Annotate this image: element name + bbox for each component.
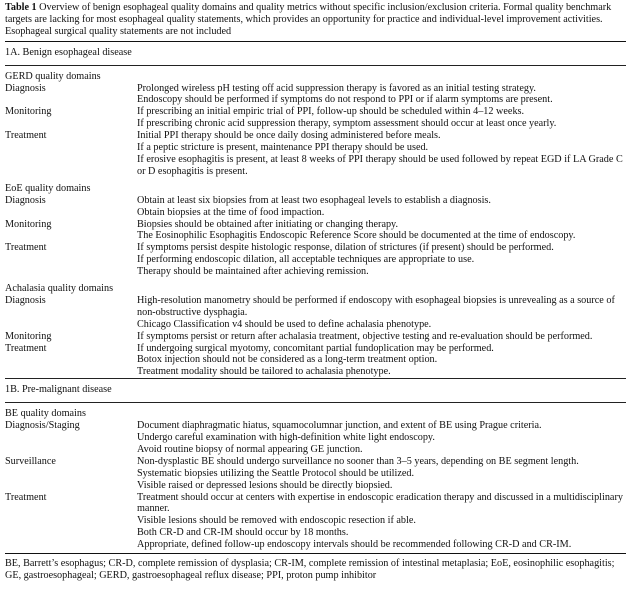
statement: If undergoing surgical myotomy, concomitant partial fundoplication may be performed. xyxy=(137,342,494,354)
row-category: Diagnosis xyxy=(5,294,46,306)
statement: Botox injection should not be considered as a long-term treatment option. xyxy=(137,354,438,366)
row-statements xyxy=(137,195,626,219)
row-category: Diagnosis xyxy=(5,82,46,94)
statement: Systematic biopsies utilizing the Seattle Protocol should be utilized. xyxy=(137,467,415,479)
row-statements xyxy=(137,242,626,278)
table-row xyxy=(5,83,626,107)
statement: If prescribing chronic acid suppression therapy, symptom assessment should occur at least once yearly. xyxy=(137,118,557,130)
group-title: GERD quality domains xyxy=(5,70,101,82)
table-row xyxy=(5,242,626,278)
row-statements xyxy=(137,331,626,343)
statement: Avoid routine biopsy of normal appearing GE junction. xyxy=(137,443,363,455)
statement: Document diaphragmatic hiatus, squamocolumnar junction, and extent of BE using Prague criteria. xyxy=(137,420,542,432)
row-category: Treatment xyxy=(5,130,47,142)
caption-label: Table 1 xyxy=(5,2,37,13)
row-statements xyxy=(137,456,626,492)
row-statements xyxy=(137,106,626,130)
statement: Treatment modality should be tailored to achalasia phenotype. xyxy=(137,366,391,378)
table-row xyxy=(5,295,626,331)
statement: Prolonged wireless pH testing off acid suppression therapy is favored as an initial testing strategy. xyxy=(137,82,536,94)
table-caption xyxy=(5,2,626,38)
row-category: Surveillance xyxy=(5,455,56,467)
row-statements xyxy=(137,219,626,243)
section-benign-body xyxy=(5,66,626,379)
statement: Visible raised or depressed lesions should be directly biopsied. xyxy=(137,479,393,491)
row-category: Treatment xyxy=(5,242,47,254)
statement: If a peptic stricture is present, maintenance PPI therapy should be used. xyxy=(137,142,429,154)
table-row xyxy=(5,456,626,492)
row-category: Monitoring xyxy=(5,330,52,342)
statement: Non-dysplastic BE should undergo surveillance no sooner than 3–5 years, depending on BE segment length. xyxy=(137,455,579,467)
table-row xyxy=(5,492,626,552)
caption-text: Overview of benign esophageal quality domains and quality metrics without specific inclusion/exclusion criteria. Formal quality benchmark targets are lacking for most esophageal quality statements, which provides an opportunity for practice and individual-level improvement activities. Esophageal surgical quality statements are not included xyxy=(5,2,612,37)
statement: If performing endoscopic dilation, all acceptable techniques are appropriate to use. xyxy=(137,254,475,266)
row-statements xyxy=(137,420,626,456)
row-category: Diagnosis/Staging xyxy=(5,420,80,432)
section-title-benign: 1A. Benign esophageal disease xyxy=(5,46,132,58)
section-premalignant-body xyxy=(5,403,626,551)
row-category: Diagnosis xyxy=(5,194,46,206)
statement: High-resolution manometry should be performed if endoscopy with esophageal biopsies is unrevealing as a source of non-obstructive dysphagia. xyxy=(137,294,615,318)
statement: Biopsies should be obtained after initiating or changing therapy. xyxy=(137,218,399,230)
table-footnote: BE, Barrett’s esophagus; CR-D, complete remission of dysplasia; CR-IM, complete remission of intestinal metaplasia; EoE, eosinophilic esophagitis; GE, gastroesophageal; GERD, gastroesophageal reflux disease; PPI, proton pump inhibitor xyxy=(5,558,615,581)
statement: Initial PPI therapy should be once daily dosing administered before meals. xyxy=(137,130,441,142)
row-category: Monitoring xyxy=(5,218,52,230)
table-row xyxy=(5,331,626,343)
group-title: Achalasia quality domains xyxy=(5,283,114,295)
statement: Appropriate, defined follow-up endoscopy intervals should be recommended following CR-D and CR-IM. xyxy=(137,539,572,551)
statement: Therapy should be maintained after achieving remission. xyxy=(137,266,369,278)
row-category: Treatment xyxy=(5,342,47,354)
statement: If symptoms persist or return after achalasia treatment, objective testing and re-evaluation should be performed. xyxy=(137,330,593,342)
row-category: Treatment xyxy=(5,491,47,503)
statement: Visible lesions should be removed with endoscopic resection if able. xyxy=(137,515,416,527)
table-row xyxy=(5,420,626,456)
row-statements xyxy=(137,492,626,552)
statement: The Eosinophilic Esophagitis Endoscopic Reference Score should be documented at the time of endoscopy. xyxy=(137,230,576,242)
group-title: EoE quality domains xyxy=(5,182,91,194)
statement: Obtain at least six biopsies from at least two esophageal levels to establish a diagnosis. xyxy=(137,194,491,206)
section-title-premalignant: 1B. Pre-malignant disease xyxy=(5,384,112,396)
row-statements xyxy=(137,83,626,107)
table-row xyxy=(5,106,626,130)
row-statements xyxy=(137,130,626,178)
table-row xyxy=(5,130,626,178)
statement: Obtain biopsies at the time of food impaction. xyxy=(137,206,325,218)
statement: Both CR-D and CR-IM should occur by 18 months. xyxy=(137,527,349,539)
statement: Chicago Classification v4 should be used to define achalasia phenotype. xyxy=(137,318,432,330)
statement: If symptoms persist despite histologic response, dilation of strictures (if present) should be performed. xyxy=(137,242,554,254)
row-category: Monitoring xyxy=(5,106,52,118)
statement: Treatment should occur at centers with expertise in endoscopic eradication therapy and discussed in a multidisciplinary manner. xyxy=(137,491,623,515)
statement: Undergo careful examination with high-definition white light endoscopy. xyxy=(137,432,435,443)
statement: If prescribing an initial empiric trial of PPI, follow-up should be scheduled within 4–12 weeks. xyxy=(137,106,525,118)
table-row xyxy=(5,195,626,219)
statement: Endoscopy should be performed if symptoms do not respond to PPI or if alarm symptoms are present. xyxy=(137,94,553,106)
group-title: BE quality domains xyxy=(5,408,86,420)
table-row xyxy=(5,219,626,243)
statement: If erosive esophagitis is present, at least 8 weeks of PPI therapy should be used followed by repeat EGD if LA Grade C or D esophagitis is present. xyxy=(137,153,623,177)
table-row xyxy=(5,343,626,379)
row-statements xyxy=(137,295,626,331)
row-statements xyxy=(137,343,626,379)
